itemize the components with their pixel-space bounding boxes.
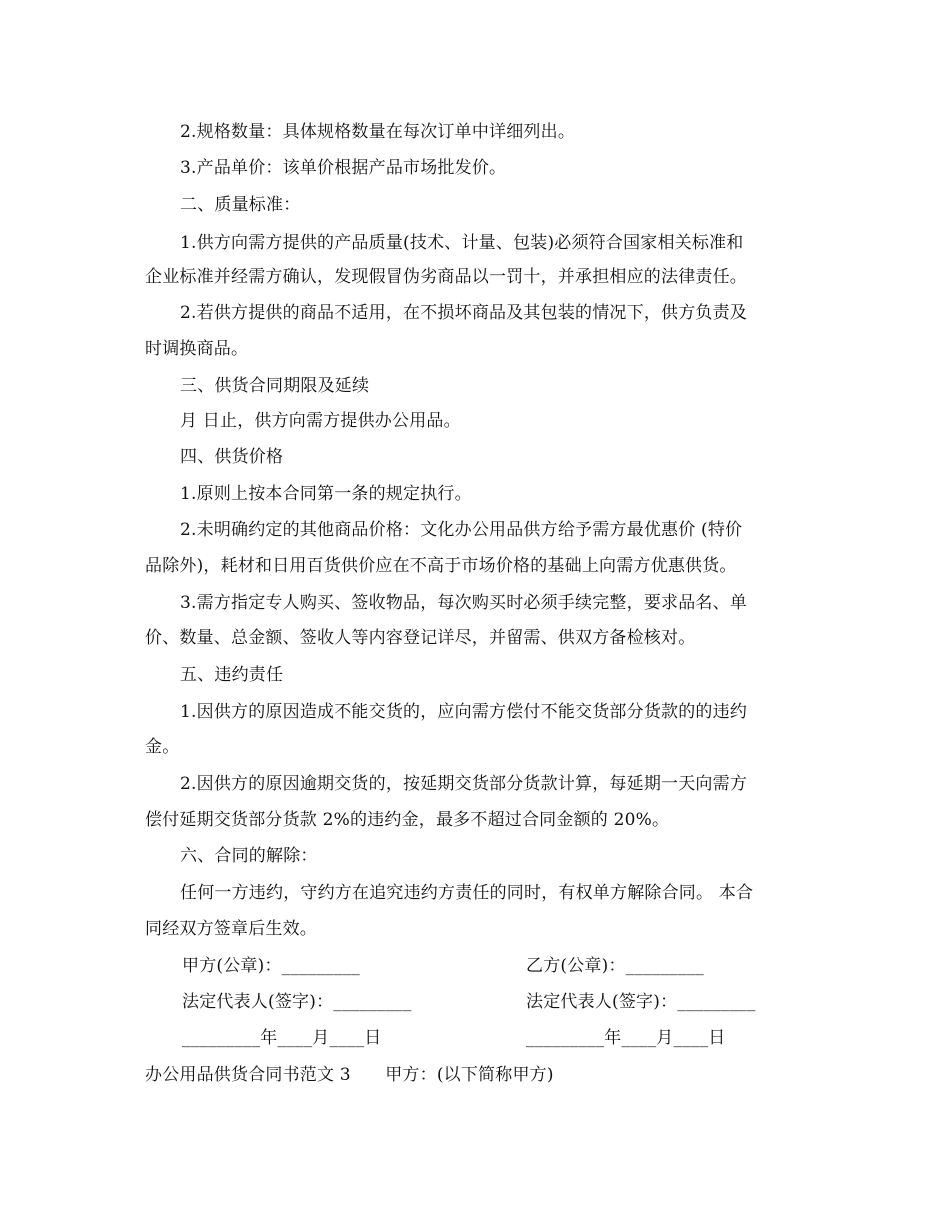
clause-price-2-line2: 品除外)，耗材和日用百货供价应在不高于市场价格的基础上向需方优惠供货。 — [145, 556, 737, 576]
next-document-heading: 办公用品供货合同书范文 3 甲方：(以下简称甲方) — [145, 1065, 554, 1085]
clause-quality-2-line1: 2.若供方提供的商品不适用，在不损坏商品及其包装的情况下，供方负责及 — [180, 303, 748, 323]
party-b-representative: 法定代表人(签字)：_________ — [526, 992, 756, 1012]
clause-breach-1-line2: 金。 — [145, 737, 180, 757]
section-heading-breach: 五、违约责任 — [180, 665, 284, 685]
section-heading-termination: 六、合同的解除： — [180, 846, 318, 866]
clause-term: 月 日止，供方向需方提供办公用品。 — [180, 411, 461, 431]
clause-quality-2-line2: 时调换商品。 — [145, 339, 249, 359]
clause-spec-quantity: 2.规格数量：具体规格数量在每次订单中详细列出。 — [180, 122, 576, 142]
party-a-seal: 甲方(公章)：_________ — [182, 956, 360, 976]
clause-price-3-line1: 3.需方指定专人购买、签收物品，每次购买时必须手续完整，要求品名、单 — [180, 593, 748, 613]
party-b-seal: 乙方(公章)：_________ — [526, 956, 704, 976]
section-heading-term: 三、供货合同期限及延续 — [180, 376, 370, 396]
clause-breach-2-line1: 2.因供方的原因逾期交货的，按延期交货部分货款计算，每延期一天向需方 — [180, 774, 748, 794]
clause-unit-price: 3.产品单价：该单价根据产品市场批发价。 — [180, 158, 507, 178]
clause-price-2-line1: 2.未明确约定的其他商品价格：文化办公用品供方给予需方最优惠价 (特价 — [180, 520, 743, 540]
clause-breach-2-line2: 偿付延期交货部分货款 2%的违约金，最多不超过合同金额的 20%。 — [145, 810, 670, 830]
clause-termination-line1: 任何一方违约，守约方在追究违约方责任的同时，有权单方解除合同。 本合 — [180, 883, 754, 903]
section-heading-quality: 二、质量标准： — [180, 195, 301, 215]
party-a-date: _________年____月____日 — [182, 1028, 382, 1048]
clause-quality-1-line1: 1.供方向需方提供的产品质量(技术、计量、包装)必须符合国家相关标准和 — [180, 233, 744, 253]
clause-price-1: 1.原则上按本合同第一条的规定执行。 — [180, 484, 472, 504]
clause-quality-1-line2: 企业标准并经需方确认，发现假冒伪劣商品以一罚十，并承担相应的法律责任。 — [145, 267, 747, 287]
clause-breach-1-line1: 1.因供方的原因造成不能交货的，应向需方偿付不能交货部分货款的的违约 — [180, 702, 748, 722]
clause-price-3-line2: 价、数量、总金额、签收人等内容登记详尽，并留需、供双方备检核对。 — [145, 628, 696, 648]
clause-termination-line2: 同经双方签章后生效。 — [145, 919, 317, 939]
party-b-date: _________年____月____日 — [526, 1028, 726, 1048]
section-heading-price: 四、供货价格 — [180, 447, 284, 467]
party-a-representative: 法定代表人(签字)：_________ — [182, 992, 412, 1012]
